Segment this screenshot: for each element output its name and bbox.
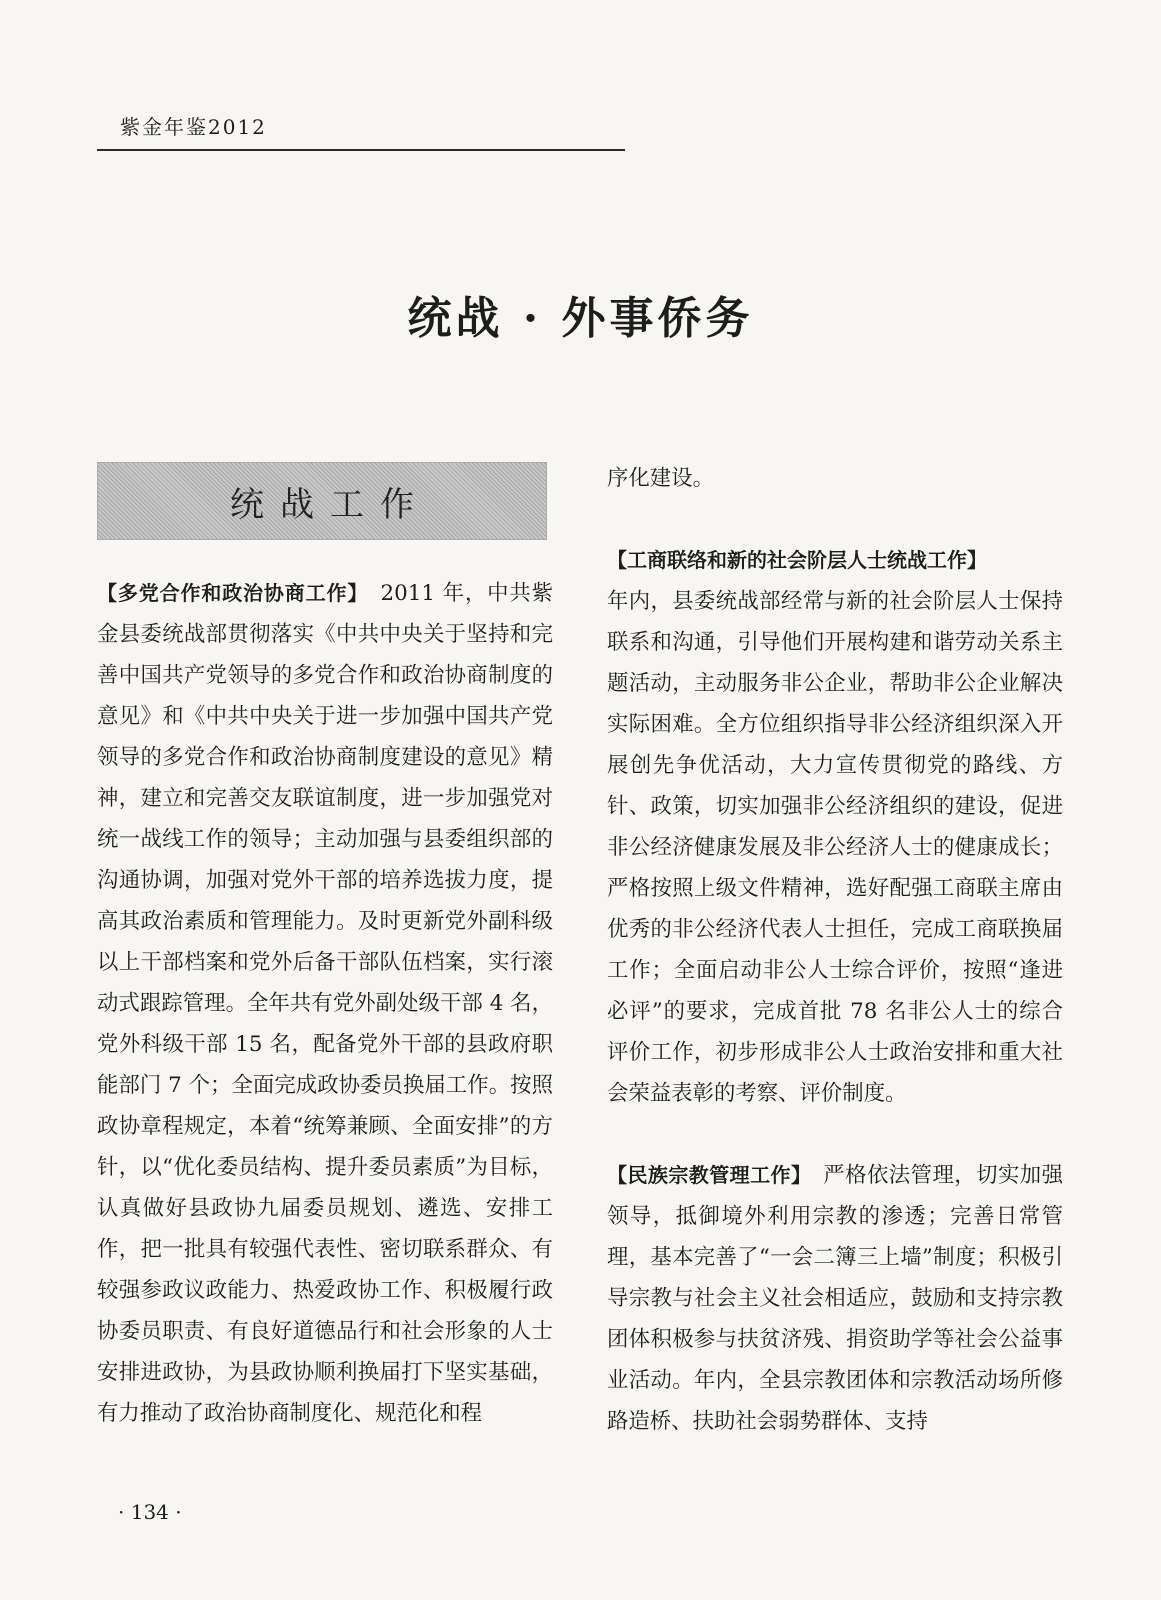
section-title: 统战工作 xyxy=(230,484,430,525)
running-header: 紫金年鉴2012 xyxy=(120,115,267,139)
paragraph-business-liaison xyxy=(607,540,1063,1114)
right-column xyxy=(607,458,1063,1442)
section-title-box xyxy=(97,462,547,540)
paragraph-multiparty-cooperation xyxy=(97,573,553,1434)
section-heading: 【民族宗教管理工作】 xyxy=(607,1163,802,1187)
paragraph-text: 2011 年，中共紫金县委统战部贯彻落实《中共中央关于坚持和完善中国共产党领导的多党合作和政治协商制度的意见》和《中共中央关于进一步加强中国共产党领导的多党合作和政治协商制度建设的意见》精神，建立和完善交友联谊制度，进一步加强党对统一战线工作的领导；主动加强与县委组织部的沟通协调，加强对党外干部的培养选拔力度，提高其政治素质和管理能力。及时更新党外副科级以上干部档案和党外后备干部队伍档案，实行滚动式跟踪管理。全年共有党外副处级干部 4 名，党外科级干部 15 名，配备党外干部的县政府职能部门 7 个；全面完成政协委员换届工作。按照政协章程规定，本着“统筹兼顾、全面安排”的方针，以“优化委员结构、提升委员素质”为目标，认真做好县政协九届委员规划、遴选、安排工作，把一批具有较强代表性、密切联系群众、有较强参政议政能力、热爱政协工作、积极履行政协委员职责、有良好道德品行和社会形象的人士安排进政协，为县政协顺利换届打下坚实基础，有力推动了政治协商制度化、规范化和程 xyxy=(97,581,553,1426)
chapter-title: 统战 · 外事侨务 xyxy=(407,293,754,344)
header-rule xyxy=(97,149,625,151)
section-heading: 【工商联络和新的社会阶层人士统战工作】 xyxy=(607,548,987,572)
left-column xyxy=(97,573,553,1434)
paragraph-text: 严格依法管理，切实加强领导，抵御境外利用宗教的渗透；完善日常管理，基本完善了“一会二簿三上墙”制度；积极引导宗教与社会主义社会相适应，鼓励和支持宗教团体积极参与扶贫济残、捐资助学等社会公益事业活动。年内，全县宗教团体和宗教活动场所修路造桥、扶助社会弱势群体、支持 xyxy=(607,1163,1063,1434)
paragraph-text: 年内，县委统战部经常与新的社会阶层人士保持联系和沟通，引导他们开展构建和谐劳动关系主题活动，主动服务非公企业，帮助非公企业解决实际困难。全方位组织指导非公经济组织深入开展创先争优活动，大力宣传贯彻党的路线、方针、政策，切实加强非公经济组织的建设，促进非公经济健康发展及非公经济人士的健康成长；严格按照上级文件精神，选好配强工商联主席由优秀的非公经济代表人士担任，完成工商联换届工作；全面启动非公人士综合评价，按照“逢进必评”的要求，完成首批 78 名非公人士的综合评价工作，初步形成非公人士政治安排和重大社会荣益表彰的考察、评价制度。 xyxy=(607,589,1063,1106)
section-heading: 【多党合作和政治协商工作】 xyxy=(97,581,359,605)
page-number: · 134 · xyxy=(118,1500,182,1524)
paragraph-continuation: 序化建设。 xyxy=(607,466,714,491)
paragraph-ethnic-religious xyxy=(607,1155,1063,1442)
